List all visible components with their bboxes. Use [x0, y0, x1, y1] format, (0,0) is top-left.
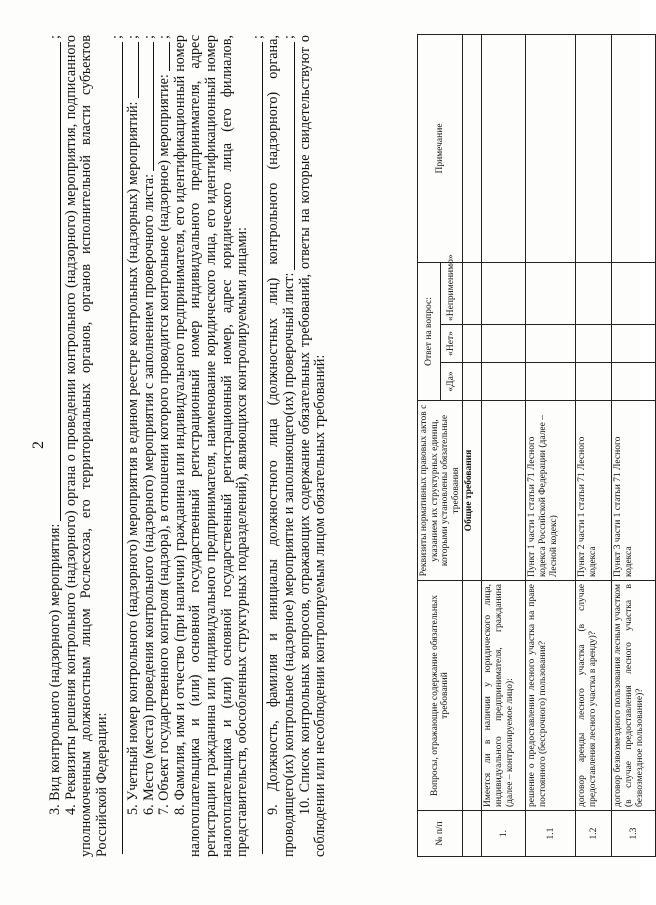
item-6-end: ;: [140, 35, 157, 39]
section-no-cell: [463, 325, 482, 363]
item-5-end: ;: [124, 35, 141, 39]
item-9-row: [282, 35, 298, 857]
section-note-cell: [463, 34, 482, 262]
item-3-end: ;: [47, 35, 63, 39]
section-yes-cell: [463, 363, 482, 401]
item-6-fill-line[interactable]: [143, 42, 154, 171]
row-question: решение о предоставлении лесного участка на праве постоянного (бессрочного) пользования?: [526, 581, 576, 811]
item-7-end: ;: [156, 35, 173, 39]
item-8-fill-line[interactable]: [252, 42, 263, 854]
table-row: [576, 34, 612, 856]
table-header-row: [418, 34, 441, 856]
row-question: Имеется ли в наличии у юридического лица, индивидуального предпринимателя, гражданина (далее – контролируемое лицо):: [482, 581, 526, 811]
table-row: [482, 34, 526, 856]
item-6-row: [142, 35, 158, 857]
row-answer-na[interactable]: [526, 262, 576, 324]
row-requisites: Пункт 2 части 1 статьи 71 Лесного кодекса: [576, 401, 612, 581]
row-answer-na[interactable]: [612, 262, 656, 324]
header-answer: Ответ на вопрос:: [418, 262, 441, 400]
row-answer-no[interactable]: [526, 325, 576, 363]
form-body: [48, 35, 329, 857]
item-8-text: [173, 35, 251, 857]
item-9-end: ;: [280, 35, 297, 39]
header-no: «Нет»: [440, 325, 463, 363]
section-na-cell: [463, 262, 482, 324]
row-requisites: Пункт 3 части 1 статьи 71 Лесного кодекса: [612, 401, 656, 581]
row-question: договор безвозмездного пользования лесным участком (в случае предоставления лесного участка в безвозмездное пользование)?: [612, 581, 656, 811]
table-row: [612, 34, 656, 856]
header-requisites: Реквизиты нормативных правовых актов с указанием их структурных единиц, которыми установлены обязательные требования: [418, 401, 463, 581]
row-answer-na[interactable]: [576, 262, 612, 324]
row-note[interactable]: [482, 34, 526, 262]
row-answer-yes[interactable]: [612, 363, 656, 401]
rotated-sheet: [22, 25, 645, 865]
item-3-label: 3. Вид контрольного (надзорного) мероприятия:: [47, 523, 63, 815]
row-requisites: [482, 401, 526, 581]
item-3-row: [48, 35, 64, 857]
item-7-label: 7. Объект государственного контроля (надзора), в отношении которого проводится контрольное (надзорное) мероприятие:: [156, 74, 173, 815]
section-question-cell: [463, 581, 482, 811]
item-5-row: [126, 35, 142, 857]
page-number: 2: [30, 441, 47, 449]
row-answer-no[interactable]: [576, 325, 612, 363]
row-answer-yes[interactable]: [482, 363, 526, 401]
item-8-label: 8. Фамилия, имя и отчество (при наличии) гражданина или индивидуального предпринимателя, его идентификационный номер налогоплательщика и (или) основной государственный регистрационный номер индивидуального предпринимателя, адрес регистрации гражданина или индивидуального предпринимателя, наименование юридического лица, его идентификационный номер налогоплательщика и (или) основной государственный регистрационный номер, адрес юридического лица (его филиалов, представительств, обособленных структурных подразделений), являющихся контролируемыми лицами:: [171, 35, 251, 857]
row-answer-yes[interactable]: [526, 363, 576, 401]
item-8-fill-row: [251, 35, 267, 857]
item-5-fill-line[interactable]: [128, 42, 139, 99]
row-note[interactable]: [576, 34, 612, 262]
item-10-text: 10. Список контрольных вопросов, отражающих содержание обязательных требований, ответы на которые свидетельствуют о соблюдении или несоблюдении контролируемым лицом обязательных требований:: [296, 35, 329, 857]
item-9-fill-line[interactable]: [284, 42, 295, 270]
item-9-label: проводящего(их) контрольное (надзорное) мероприятие и заполняющего(их) проверочный лист:: [280, 272, 297, 857]
item-3-fill-line[interactable]: [50, 42, 61, 521]
row-num: 1.1: [526, 811, 576, 857]
row-question: договор аренды лесного участка (в случае предоставления лесного участка в аренду)?: [576, 581, 612, 811]
row-note[interactable]: [612, 34, 656, 262]
item-7-fill-line[interactable]: [159, 42, 170, 71]
item-4-text: [64, 35, 111, 857]
row-answer-yes[interactable]: [576, 363, 612, 401]
header-note: Примечание: [418, 34, 463, 262]
item-8-end: ;: [249, 35, 266, 39]
row-answer-no[interactable]: [612, 325, 656, 363]
header-yes: «Да»: [440, 363, 463, 401]
header-na: «Неприменимо»: [440, 262, 463, 324]
row-num: 1.: [482, 811, 526, 857]
section-general-title: Общие требования: [463, 401, 482, 581]
row-answer-na[interactable]: [482, 262, 526, 324]
item-4-fill-row: [110, 35, 126, 857]
section-row: [463, 34, 482, 856]
row-answer-no[interactable]: [482, 325, 526, 363]
table-row: [526, 34, 576, 856]
item-7-row: [157, 35, 173, 857]
item-4-fill-line[interactable]: [112, 42, 123, 854]
item-9-line-1: 9. Должность, фамилия и инициалы должностного лица (должностных лиц) контрольного (надзорного) органа,: [265, 35, 282, 815]
item-6-label: 6. Место (места) проведения контрольного (надзорного) мероприятия с заполнением проверочного листа:: [140, 173, 157, 815]
item-5-label: 5. Учетный номер контрольного (надзорного) мероприятия в едином реестре контрольных (надзорных) мероприятий:: [124, 101, 141, 815]
item-4-end: ;: [109, 35, 126, 39]
header-questions: Вопросы, отражающие содержание обязательных требований: [418, 581, 463, 811]
row-num: 1.3: [612, 811, 656, 857]
row-requisites: Пункт 1 части 1 статьи 71 Лесного кодекса Российской Федерации (далее – Лесной кодекс): [526, 401, 576, 581]
checklist-table: [417, 34, 656, 857]
row-note[interactable]: [526, 34, 576, 262]
item-4-label: 4. Реквизиты решения контрольного (надзорного) органа о проведении контрольного (надзорного) мероприятия, подписанного уполномоченным должностным лицом Рослесхоза, его территориальных органов, органов исполнительной власти субъектов Российской Федерации:: [62, 35, 110, 857]
header-num: № п/п: [418, 811, 463, 857]
section-num-cell: [463, 811, 482, 857]
row-num: 1.2: [576, 811, 612, 857]
